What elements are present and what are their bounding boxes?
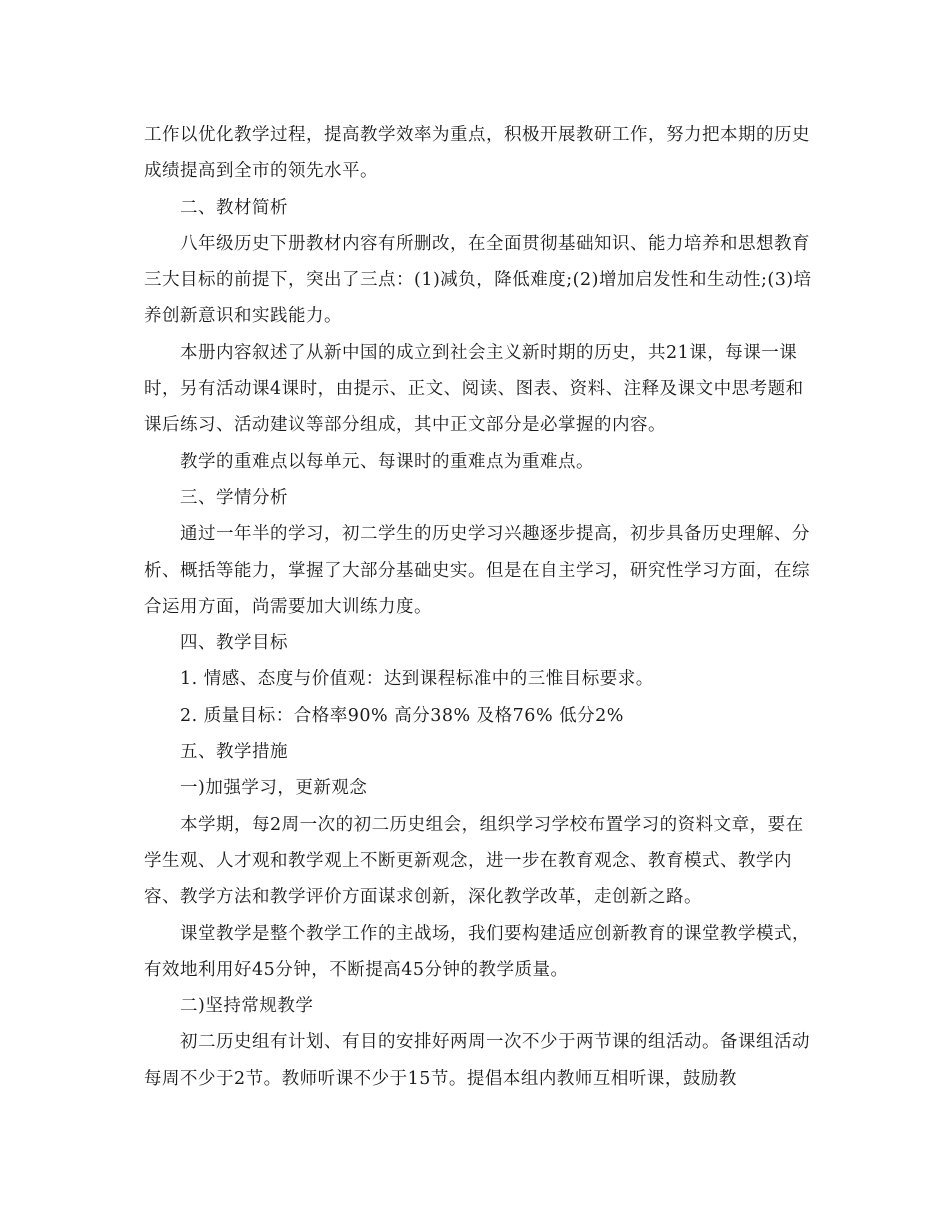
heading-section-2: 二、教材简析 [180, 197, 288, 218]
paragraph-book-contents: 本册内容叙述了从新中国的成立到社会主义新时期的历史，共21课，每课一课时，另有活动课4课时，由提示、正文、阅读、图表、资料、注释及课文中思考题和课后练习、活动建议等部分组成，其中正文部分是必掌握的内容。 [144, 342, 804, 436]
paragraph-group-activities: 初二历史组有计划、有目的安排好两周一次不少于两节课的组活动。备课组活动每周不少于2节。教师听课不少于15节。提倡本组内教师互相听课，鼓励教 [144, 1032, 810, 1089]
subheading-measure-2: 二)坚持常规教学 [180, 996, 314, 1017]
paragraph-textbook-analysis: 八年级历史下册教材内容有所删改，在全面贯彻基础知识、能力培养和思想教育三大目标的前提下，突出了三点：(1)减负，降低难度;(2)增加启发性和生动性;(3)培养创新意识和实践能力。 [144, 233, 812, 327]
heading-section-3: 三、学情分析 [180, 487, 288, 508]
paragraph-study-meetings: 本学期，每2周一次的初二历史组会，组织学习学校布置学习的资料文章，要在学生观、人才观和教学观上不断更新观念，进一步在教育观念、教育模式、教学内容、教学方法和教学评价方面谋求创新，深化教学改革，走创新之路。 [144, 814, 804, 908]
paragraph-key-points: 教学的重难点以每单元、每课时的重难点为重难点。 [180, 451, 594, 472]
list-item-goal-2: 2. 质量目标：合格率90% 高分38% 及格76% 低分2% [180, 705, 624, 726]
paragraph-classroom-teaching: 课堂教学是整个教学工作的主战场，我们要构建适应创新教育的课堂教学模式，有效地利用好45分钟，不断提高45分钟的教学质量。 [144, 923, 810, 980]
paragraph-student-analysis: 通过一年半的学习，初二学生的历史学习兴趣逐步提高，初步具备历史理解、分析、概括等能力，掌握了大部分基础史实。但是在自主学习，研究性学习方面，在综合运用方面，尚需要加大训练力度。 [144, 524, 810, 617]
subheading-measure-1: 一)加强学习，更新观念 [180, 778, 368, 799]
paragraph-intro-continued: 工作以优化教学过程，提高教学效率为重点，积极开展教研工作，努力把本期的历史成绩提高到全市的领先水平。 [144, 125, 810, 182]
heading-section-5: 五、教学措施 [180, 742, 288, 763]
list-item-goal-1: 1. 情感、态度与价值观：达到课程标准中的三惟目标要求。 [180, 669, 654, 690]
document-body [144, 117, 812, 1097]
heading-section-4: 四、教学目标 [180, 633, 288, 654]
